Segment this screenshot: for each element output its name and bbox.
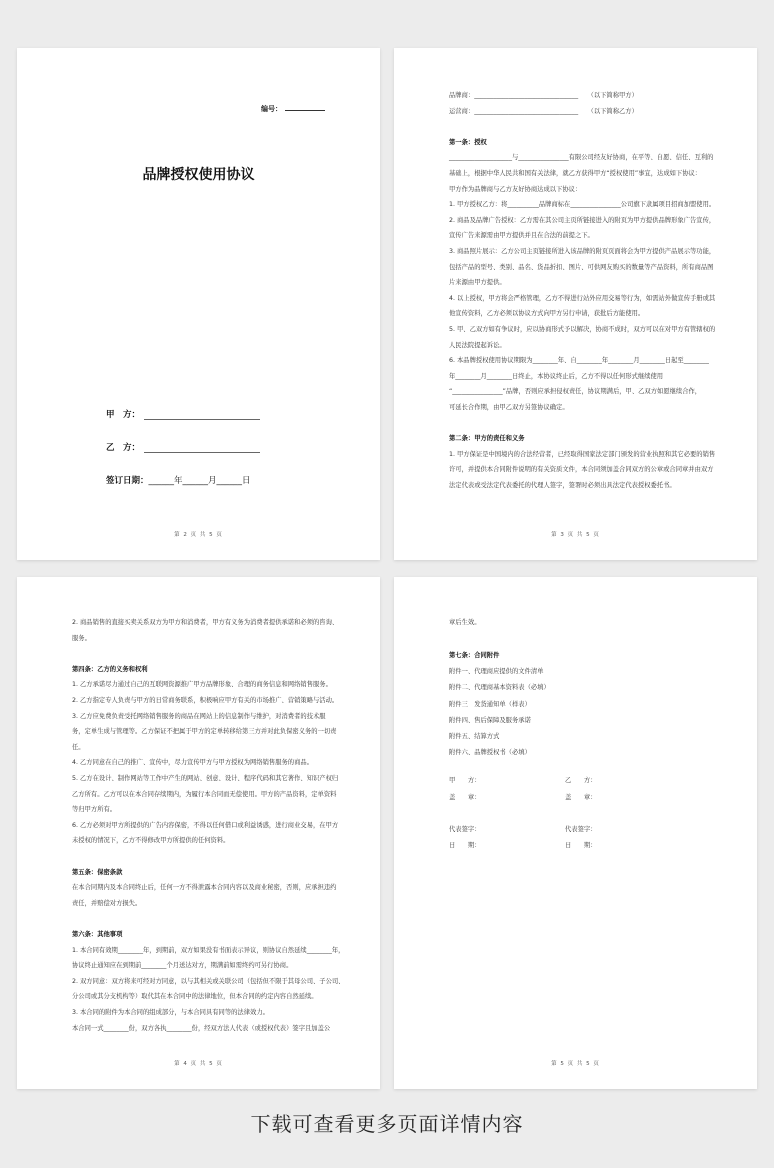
text-line: 附件六、品牌授权书（必填） [449,749,531,757]
text-line: 附件五、结算方式 [449,733,500,741]
document-page-5 [394,577,757,1089]
document-title: 品牌授权使用协议 [142,167,255,183]
text-line: 品牌商：_________________________________ （以下简称甲方） [449,92,638,99]
page-footer: 第 2 页 共 5 页 [174,532,223,538]
party-a-line [144,419,260,420]
date-party-b: 日 期： [565,842,597,849]
text-line: 1. 甲方授权乙方：将__________品牌商标在________________公司旗下隶属项目招商加盟使用。 [449,201,716,209]
document-page-3 [394,48,757,560]
text-line: 片来源由甲方提供。 [449,279,506,287]
section-heading: 第六条：其他事项 [72,931,123,938]
sign-party-a: 甲 方： [449,777,481,784]
text-line: 5. 乙方在设计、制作网站等工作中产生的网站、创意、设计、程序代码和其它著作、知识产权归 [72,775,339,782]
sign-party-b: 乙 方： [565,777,597,784]
text-line: 在本合同期内及本合同终止后，任何一方不得泄露本合同内容以及商业秘密，否则，应承担违约 [72,884,337,892]
sign-date-label: 签订日期： [106,476,149,486]
text-line: 3. 本合同的附件为本合同的组成部分，与本合同具有同等的法律效力。 [72,1009,269,1016]
document-page-4 [17,577,380,1089]
text-line: 年________月________日终止，本协议终止后，乙方不得以任何形式继续使用 [449,372,664,380]
text-line: 等归甲方所有。 [72,806,117,814]
contract-number [261,104,325,114]
seal-party-b: 盖 章： [565,794,597,801]
text-line: 1. 本合同有效期________年，到期前，双方如果没有书面表示异议，则协议自然延续________年， [72,946,345,954]
text-line: 3. 乙方应免费负责受托网络销售服务的商品在网站上的信息制作与维护，对消费者的技术服 [72,712,326,720]
text-line: 附件一、代理商应提供的文件清单 [449,667,544,675]
text-line: 法定代表或受法定代表委托的代理人签字，签署时必须出具法定代表授权委托书。 [449,482,676,489]
text-line: 服务。 [72,634,91,642]
text-line: 3. 商品照片展示：乙方公司主页链接所进入该品牌的附页页面将会为甲方提供产品展示等功能， [449,248,716,255]
text-line: 他宣传资料，乙方必须以协议方式向甲方另行申请，获批后方能使用。 [449,310,645,318]
download-caption: 下载可查看更多页面详情内容 [250,1112,524,1136]
text-line: 2. 商品及品牌广告授权：乙方需在其公司主页所链接进入的附页为甲方提供品牌形象广告宣传， [449,216,716,224]
text-line: 1. 乙方承诺尽力通过自己的互联网资源推广甲方品牌形象、合理的商务信息和网络销售服务。 [72,681,332,689]
text-line: 甲方作为品牌商与乙方友好协商达成以下协议： [449,185,582,193]
party-b-line [144,452,260,453]
text-line: 2. 乙方指定专人负责与甲方的日常商务联系，积极响应甲方有关的市场推广、营销策略与活动。 [72,697,339,704]
section-heading: 第七条：合同附件 [449,651,500,659]
text-line: 务，定单生成与管理等。乙方保证不把属于甲方的定单转移给第三方并对此负保密义务的一切责 [72,728,337,736]
text-line: ____________________与________________有限公司经友好协商，在平等、自愿、信任、互利的 [449,154,714,162]
text-line: 人民法院提起诉讼。 [449,341,506,349]
text-line: 4. 乙方同意在自己的推广、宣传中，尽力宣传甲方与甲方授权为网络销售服务的商品。 [72,759,313,767]
text-line: 可延长合作期，由甲乙双方另签协议确定。 [449,404,569,411]
date-party-a: 日 期： [449,842,481,849]
text-line: 未授权的情况下，乙方不得修改甲方所提供的任何资料。 [72,837,230,845]
section-heading: 第一条：授权 [449,138,487,146]
rep-party-a: 代表签字： [449,826,481,833]
contract-number-label: 编号： [261,105,282,113]
text-line: 6. 乙方必须对甲方所提供的广告内容保密，不得以任何借口或利益诱惑，进行商业交易，在甲方 [72,821,339,829]
text-line: 宣传广告来源需由甲方提供并且在合法的前提之下。 [449,232,594,240]
party-b-field [106,441,260,453]
page-footer: 第 4 页 共 5 页 [174,1061,223,1067]
text-line: 协议终止通知应在到期前________个月送达对方，期满前如需终约可另行协商。 [72,962,293,970]
text-line: “________________”品牌，否则应承担侵权责任，协议期满后，甲、乙双方如愿继续合作， [449,388,702,396]
section-heading: 第二条：甲方的责任和义务 [449,435,525,443]
page-footer: 第 5 页 共 5 页 [551,1061,600,1067]
text-line: 2. 双方同意：双方将来可经对方同意，以与其相关或关联公司（包括但不限于其母公司、子公司、 [72,977,345,985]
section-heading: 第四条：乙方的义务和权利 [72,665,148,673]
section-heading: 第五条：保密条款 [72,868,123,876]
text-line: 2. 商品销售的直接买卖关系双方为甲方和消费者，甲方有义务为消费者提供承诺和必须的咨询、 [72,619,339,626]
party-a-field [106,408,260,420]
text-line: 基础上，根据中华人民共和国有关法律，就乙方获得甲方“授权使用”事宜，达成如下协议： [449,170,702,177]
sign-date-value: ______年______月______日 [148,476,251,486]
text-line: 附件二、代理商基本资料表（必填） [449,684,550,692]
seal-party-a: 盖 章： [449,794,481,801]
text-line: 任。 [72,743,85,751]
text-line: 许可，并提供本合同附件说明的有关资质文件，本合同须加盖合同双方的公章或合同章并由双方 [449,466,714,474]
text-line: 1. 甲方保证是中国境内的合法经营者，已经取得国家法定部门颁发的营业执照和其它必要的销售 [449,450,716,458]
page-footer: 第 3 页 共 5 页 [551,532,600,538]
text-line: 责任，并赔偿对方损失。 [72,899,142,907]
text-line: 附件四、售后保障及服务承诺 [449,716,531,724]
rep-party-b: 代表签字： [565,826,597,833]
text-line: 章后生效。 [449,619,481,626]
text-line: 分公司或其分支机构等）取代其在本合同中的法律地位，但本合同的约定内容自然延续。 [72,993,318,1001]
text-line: 本合同一式________份，双方各执________份，经双方法人代表（或授权代表）签字且加盖公 [72,1024,331,1032]
text-line: 6. 本品牌授权使用协议期限为________年、自________年________月________日起至________ [449,357,709,365]
contract-number-line [285,110,325,111]
text-line: 4. 以上授权，甲方将会严格管理，乙方不得进行站外应用交易等行为，如需站外做宣传手册或其 [449,294,716,302]
text-line: 乙方所有。乙方可以在本合同存续期内，为履行本合同而无偿使用。甲方的产品资料，定单资料 [72,790,337,798]
text-line: 包括产品的型号、类别、品名、货品折扣、图片、可供网友购买的数量等产品资料，所有商品图 [449,263,714,271]
party-b-label: 乙 方： [106,443,141,453]
document-page-2 [17,48,380,560]
text-line: 附件三 发货通知单（样表） [449,700,531,708]
sign-date-field [106,474,251,486]
party-a-label: 甲 方： [106,410,141,420]
text-line: 运营商：_________________________________ （以下简称乙方） [449,107,638,115]
text-line: 5. 甲、乙双方如有争议时，应以协商形式予以解决，协商不成时，双方可以在对甲方有管辖权的 [449,326,716,333]
